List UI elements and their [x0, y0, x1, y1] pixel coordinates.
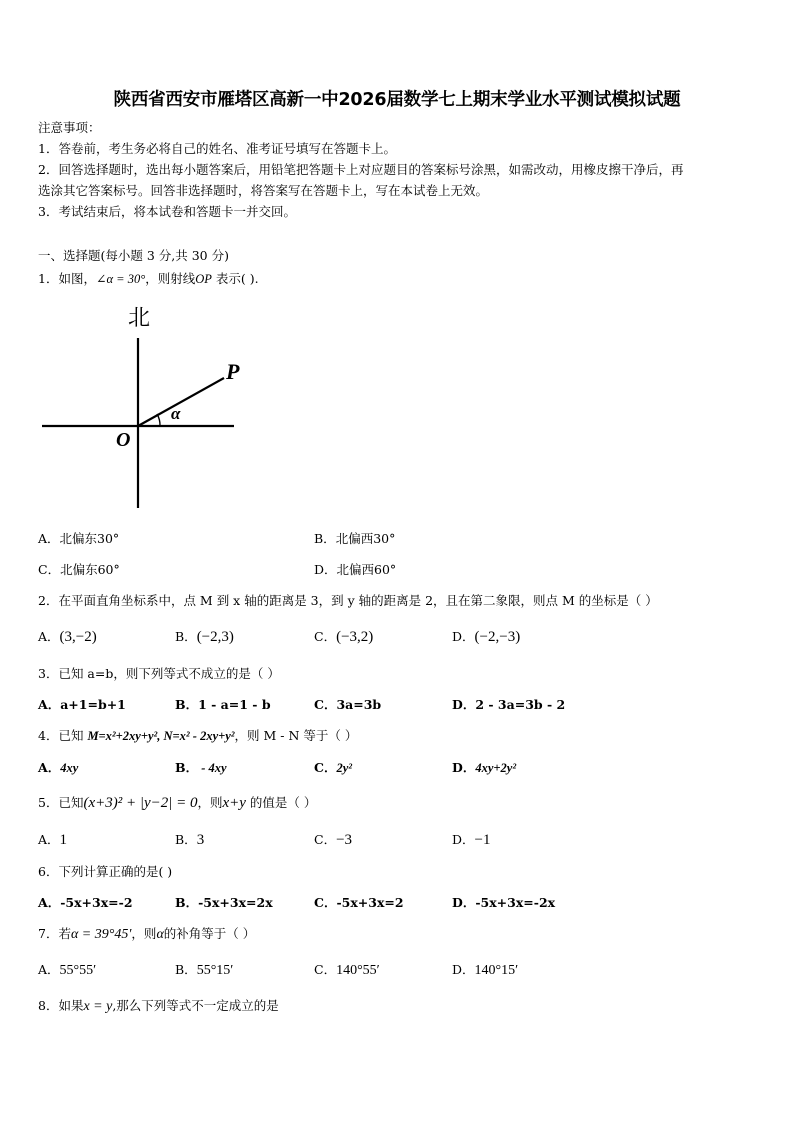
q3-option-a[interactable]: A．a+1=b+1 [38, 697, 126, 712]
question-5: 5．已知(x+3)² + |y−2| = 0，则x+y 的值是（ ） [38, 795, 317, 811]
q2-option-a[interactable]: A．(3,−2) [38, 629, 97, 645]
section-heading: 一、选择题(每小题 3 分,共 30 分) [38, 248, 229, 263]
notice-item-3: 3．考试结束后，将本试卷和答题卡一并交回。 [38, 204, 296, 219]
question-7: 7．若α = 39°45′，则α的补角等于（ ） [38, 926, 256, 942]
q2-option-b[interactable]: B．(−2,3) [175, 629, 234, 645]
notice-heading: 注意事项： [38, 120, 101, 135]
question-8: 8．如果x = y,那么下列等式不一定成立的是 [38, 998, 279, 1014]
notice-item-2-cont: 选涂其它答案标号。回答非选择题时，将答案写在答题卡上，写在本试卷上无效。 [38, 183, 489, 198]
question-3: 3．已知 a=b，则下列等式不成立的是（ ） [38, 666, 280, 681]
point-p-label: P [226, 359, 240, 384]
point-o-label: O [116, 429, 131, 451]
q3-option-b[interactable]: B．1 - a=1 - b [175, 697, 271, 712]
q2-option-d[interactable]: D．(−2,−3) [452, 629, 521, 645]
q1-angle: ∠α = 30° [95, 272, 146, 286]
question-2: 2．在平面直角坐标系中，点 M 到 x 轴的距离是 3，到 y 轴的距离是 2，且在第二象限，则点 M 的坐标是（ ） [38, 593, 658, 608]
ray-op [138, 378, 224, 426]
q1-number: 1． [38, 271, 59, 286]
q1-option-d[interactable]: D．北偏西60° [314, 562, 397, 577]
q4-option-d[interactable]: D．4xy+2y² [452, 760, 517, 775]
q3-option-d[interactable]: D．2 - 3a=3b - 2 [452, 697, 566, 712]
q4-expression: M=x²+2xy+y², N=x² - 2xy+y² [87, 729, 235, 743]
question-4: 4．已知 M=x²+2xy+y², N=x² - 2xy+y²，则 M - N 等于（ ） [38, 728, 358, 743]
page-title: 陕西省西安市雁塔区高新一中2026届数学七上期末学业水平测试模拟试题 [113, 90, 681, 110]
north-label: 北 [128, 306, 151, 331]
q4-option-b[interactable]: B． - 4xy [175, 760, 227, 775]
q4-option-a[interactable]: A．4xy [38, 760, 79, 775]
q8-expression: x = y [83, 999, 113, 1014]
q1-ray: OP [195, 272, 212, 286]
q1-mid: ，则射线 [145, 271, 196, 286]
question-6: 6．下列计算正确的是( ) [38, 864, 173, 879]
q7-expression: α = 39°45′ [70, 927, 132, 942]
q1-option-c[interactable]: C．北偏东60° [38, 562, 120, 577]
q5-option-c[interactable]: C．−3 [314, 832, 353, 848]
notice-item-2: 2．回答选择题时，选出每小题答案后，用铅笔把答题卡上对应题目的答案标号涂黑，如需改动，用橡皮擦干净后，再 [38, 162, 684, 177]
q7-option-d[interactable]: D．140°15′ [452, 962, 519, 978]
q5-option-a[interactable]: A．1 [38, 832, 68, 848]
q1-pre: 如图， [58, 271, 96, 286]
q5-option-d[interactable]: D．−1 [452, 832, 491, 848]
q5-expression: (x+3)² + |y−2| = 0 [83, 795, 198, 811]
q1-option-b[interactable]: B．北偏西30° [314, 531, 396, 546]
q6-option-c[interactable]: C．-5x+3x=2 [314, 895, 404, 910]
compass-figure [36, 300, 256, 520]
notice-item-1: 1．答卷前，考生务必将自己的姓名、准考证号填写在答题卡上。 [38, 141, 396, 156]
q6-option-a[interactable]: A．-5x+3x=-2 [38, 895, 133, 910]
q5-option-b[interactable]: B．3 [175, 832, 205, 848]
alpha-label: α [171, 404, 181, 423]
q6-option-b[interactable]: B．-5x+3x=2x [175, 895, 273, 910]
q3-option-c[interactable]: C．3a=3b [314, 697, 382, 712]
q6-option-d[interactable]: D．-5x+3x=-2x [452, 895, 556, 910]
q1-post: 表示( ). [211, 271, 259, 286]
q2-option-c[interactable]: C．(−3,2) [314, 629, 374, 645]
q7-option-c[interactable]: C．140°55′ [314, 962, 380, 978]
angle-arc [157, 414, 160, 426]
q4-option-c[interactable]: C．2y² [314, 760, 352, 775]
q7-option-a[interactable]: A．55°55′ [38, 962, 97, 978]
q7-option-b[interactable]: B．55°15′ [175, 962, 234, 978]
question-1 [38, 271, 259, 287]
q1-option-a[interactable]: A．北偏东30° [38, 531, 120, 546]
